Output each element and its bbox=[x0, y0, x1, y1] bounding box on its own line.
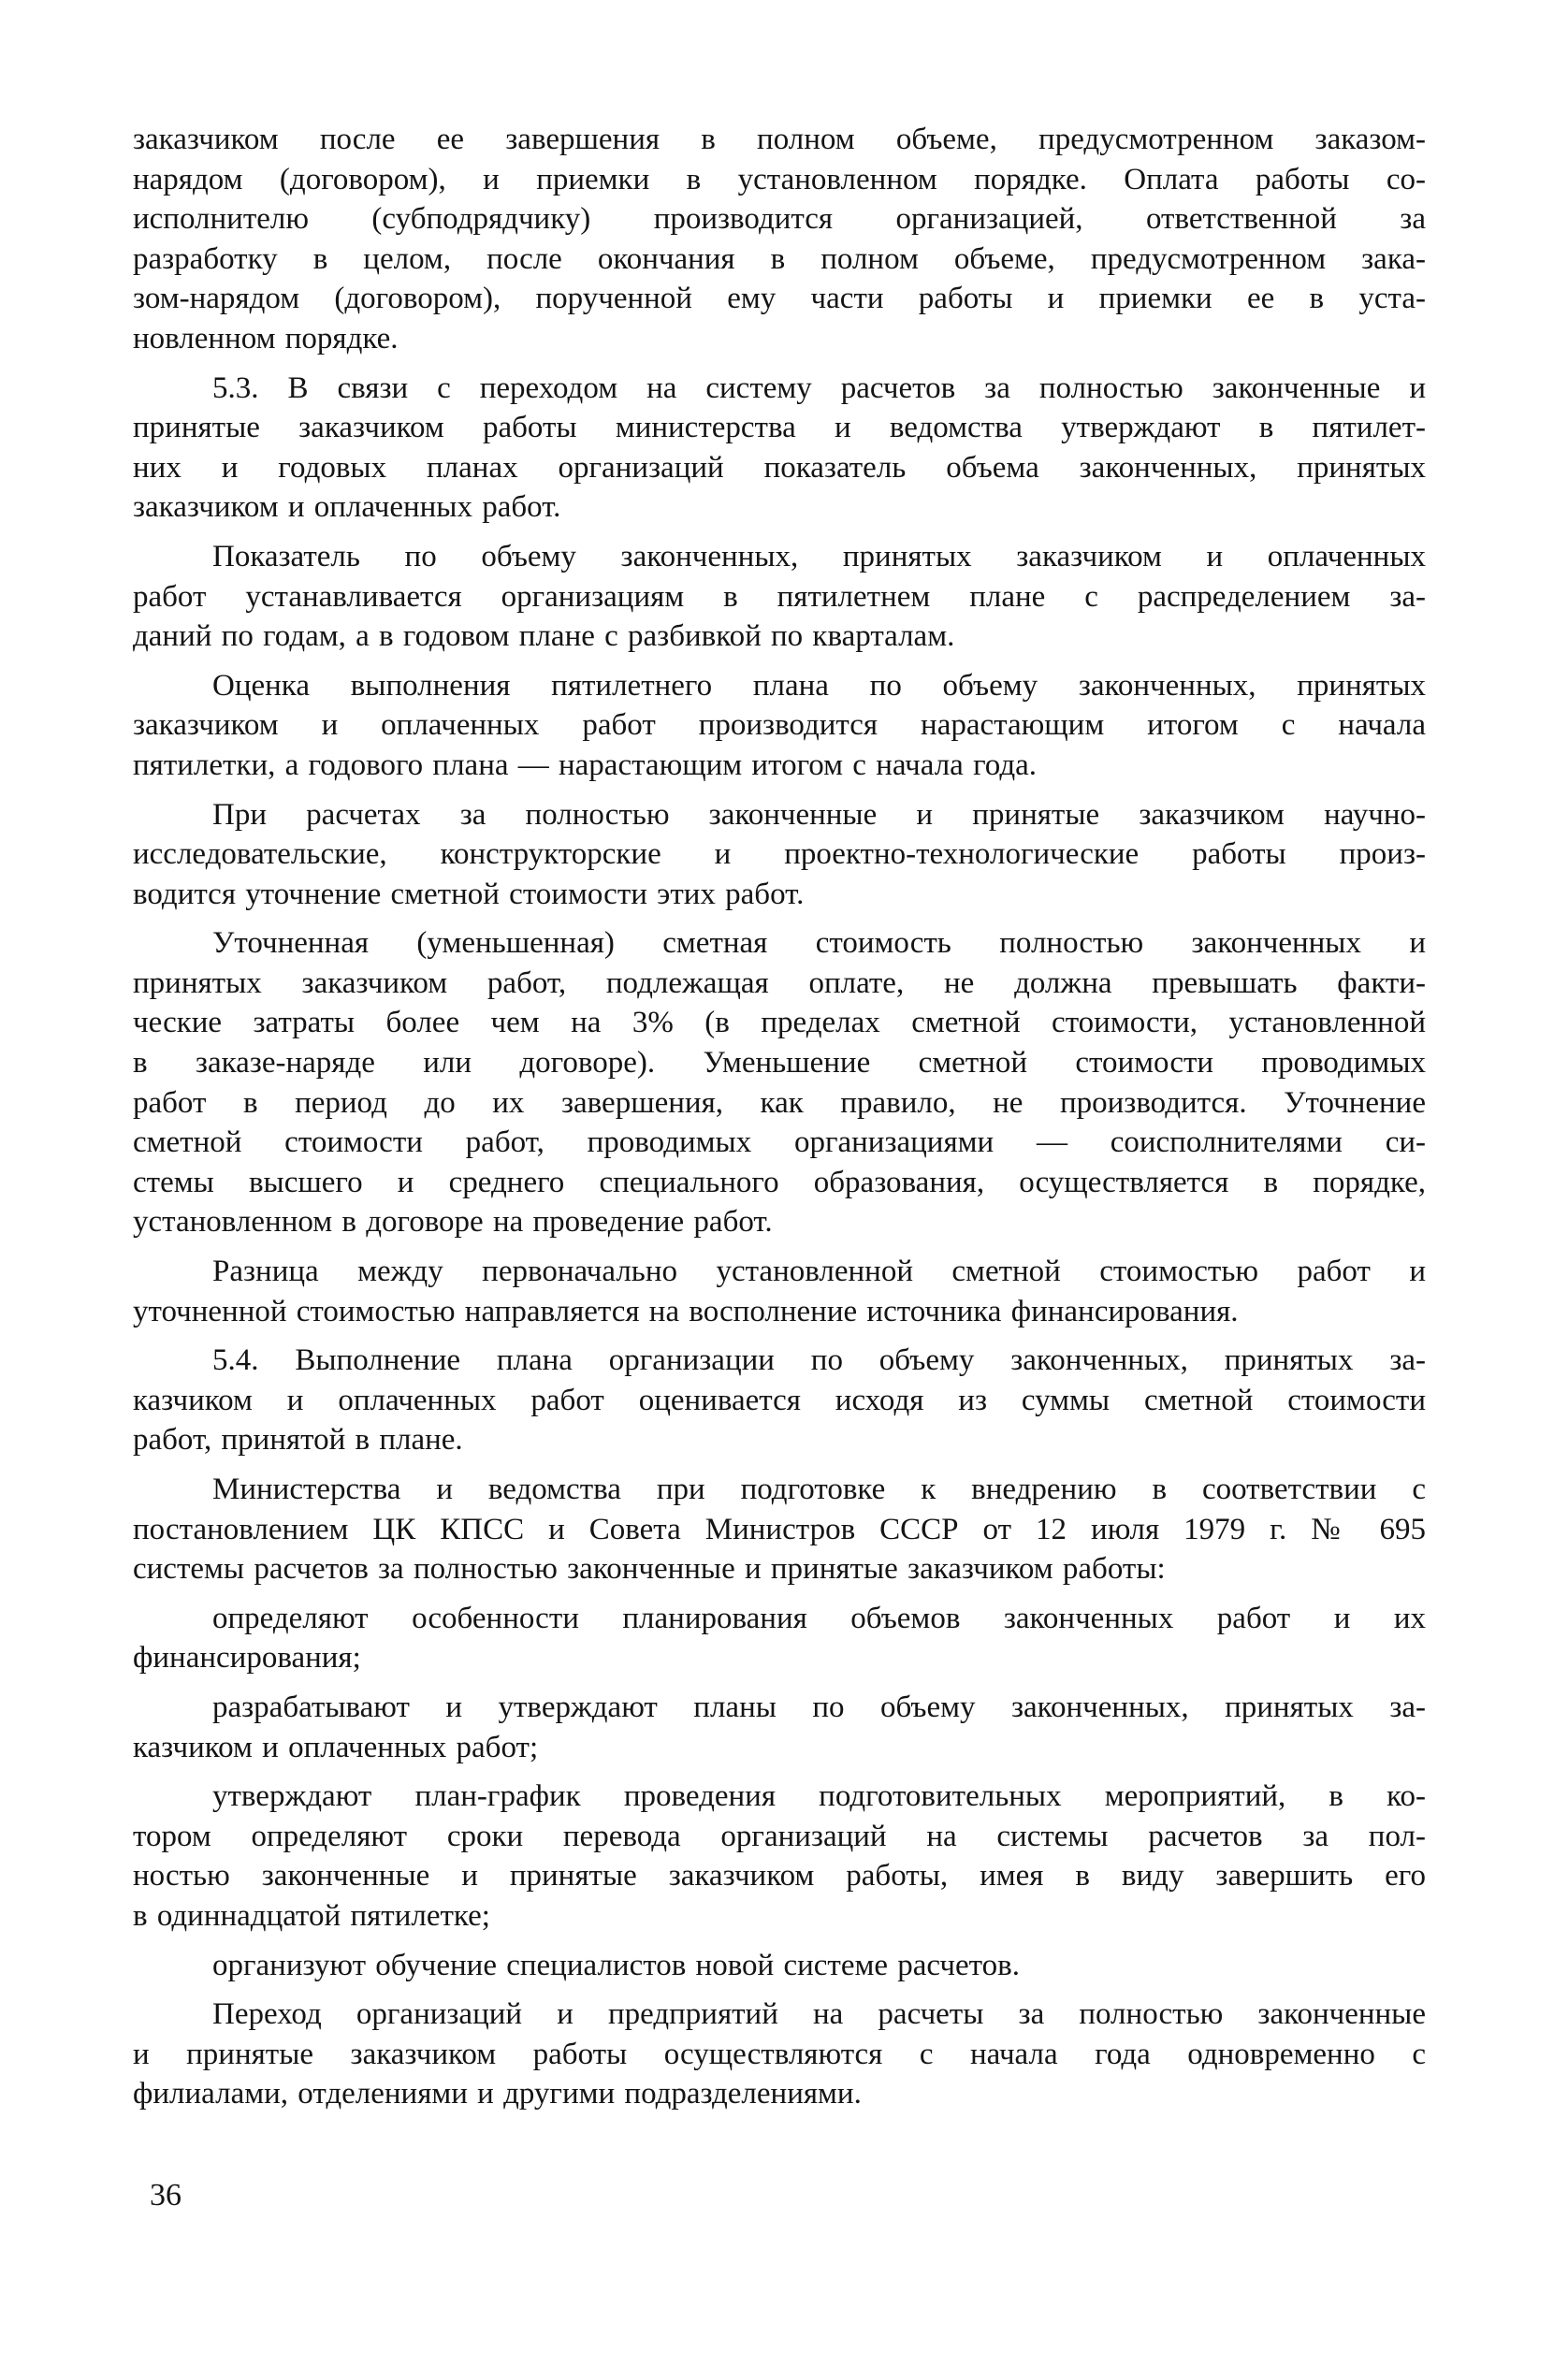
text-line: работ, принятой в плане. bbox=[133, 1423, 463, 1458]
paragraph bbox=[133, 1777, 1426, 1936]
paragraph bbox=[133, 537, 1426, 657]
paragraph bbox=[133, 1470, 1426, 1589]
text-line: заказчиком после ее завершения в полном объеме, предусмотренном заказом- bbox=[133, 123, 1426, 156]
text-line: заказчиком и оплаченных работ. bbox=[133, 490, 561, 525]
text-line: ностью законченные и принятые заказчиком работы, имея в виду завершить его bbox=[133, 1859, 1426, 1893]
text-line: организуют обучение специалистов новой системе расчетов. bbox=[212, 1948, 1020, 1982]
text-line: определяют особенности планирования объемов законченных работ и их bbox=[212, 1601, 1426, 1635]
text-line: заказчиком и оплаченных работ производится нарастающим итогом с начала bbox=[133, 708, 1426, 743]
text-line: принятых заказчиком работ, подлежащая оплате, не должна превышать факти- bbox=[133, 965, 1426, 1000]
text-line: исследовательские, конструкторские и проектно-технологические работы произ- bbox=[133, 837, 1426, 872]
text-line: филиалами, отделениями и другими подразделениями. bbox=[133, 2077, 862, 2111]
paragraph bbox=[133, 1946, 1426, 1986]
text-line: принятые заказчиком работы министерства и ведомства утверждают в пятилет- bbox=[133, 411, 1426, 445]
text-line: стемы высшего и среднего специального образования, осуществляется в порядке, bbox=[133, 1165, 1426, 1199]
text-line: Показатель по объему законченных, принятых заказчиком и оплаченных bbox=[212, 539, 1426, 573]
page-number: 36 bbox=[150, 2178, 181, 2213]
text-line: финансирования; bbox=[133, 1641, 361, 1676]
text-line: тором определяют сроки перевода организаций на системы расчетов за пол- bbox=[133, 1819, 1426, 1853]
paragraph bbox=[133, 1688, 1426, 1767]
text-line: утверждают план-график проведения подготовительных мероприятий, в ко- bbox=[212, 1779, 1426, 1814]
text-line: работ в период до их завершения, как правило, не производится. Уточнение bbox=[133, 1085, 1426, 1120]
text-line: водится уточнение сметной стоимости этих работ. bbox=[133, 877, 805, 911]
text-line: Уточненная (уменьшенная) сметная стоимость полностью законченных и bbox=[212, 926, 1426, 961]
text-line: даний по годам, а в годовом плане с разбивкой по кварталам. bbox=[133, 619, 955, 654]
paragraph bbox=[133, 1341, 1426, 1460]
text-line: Оценка выполнения пятилетнего плана по объему законченных, принятых bbox=[212, 668, 1426, 703]
text-line: зом-нарядом (договором), порученной ему части работы и приемки ее в уста- bbox=[133, 282, 1426, 316]
text-line: нарядом (договором), и приемки в установленном порядке. Оплата работы со- bbox=[133, 162, 1426, 196]
text-line: уточненной стоимостью направляется на восполнение источника финансирования. bbox=[133, 1294, 1239, 1328]
paragraph bbox=[133, 666, 1426, 786]
text-line: 5.4. Выполнение плана организации по объему законченных, принятых за- bbox=[212, 1343, 1426, 1378]
text-line: Министерства и ведомства при подготовке к внедрению в соответствии с bbox=[212, 1473, 1426, 1506]
paragraph bbox=[133, 1995, 1426, 2114]
text-line: 5.3. В связи с переходом на систему расчетов за полностью законченные и bbox=[212, 370, 1426, 405]
text-line: новленном порядке. bbox=[133, 321, 399, 355]
paragraph bbox=[133, 923, 1426, 1242]
paragraph bbox=[133, 1252, 1426, 1331]
text-line: исполнителю (субподрядчику) производится организацией, ответственной за bbox=[133, 202, 1426, 237]
text-line: и принятые заказчиком работы осуществляются с начала года одновременно с bbox=[133, 2037, 1426, 2071]
text-line: разработку в целом, после окончания в полном объеме, предусмотренном зака- bbox=[133, 241, 1426, 276]
text-line: ческие затраты более чем на 3% (в пределах сметной стоимости, установленной bbox=[133, 1006, 1426, 1040]
text-line: них и годовых планах организаций показатель объема законченных, принятых bbox=[133, 450, 1426, 485]
text-line: При расчетах за полностью законченные и принятые заказчиком научно- bbox=[212, 797, 1426, 832]
text-line: Переход организаций и предприятий на расчеты за полностью законченные bbox=[212, 1997, 1426, 2032]
text-line: сметной стоимости работ, проводимых организациями — соисполнителями си- bbox=[133, 1125, 1426, 1160]
page-body bbox=[133, 120, 1426, 2114]
text-line: системы расчетов за полностью законченные и принятые заказчиком работы: bbox=[133, 1552, 1166, 1587]
paragraph bbox=[133, 369, 1426, 528]
paragraph bbox=[133, 120, 1426, 359]
paragraph bbox=[133, 1599, 1426, 1678]
text-line: казчиком и оплаченных работ оценивается исходя из суммы сметной стоимости bbox=[133, 1383, 1426, 1417]
text-line: постановлением ЦК КПСС и Совета Министров СССР от 12 июля 1979 г. № 695 bbox=[133, 1512, 1426, 1546]
text-line: в одиннадцатой пятилетке; bbox=[133, 1898, 490, 1933]
text-line: казчиком и оплаченных работ; bbox=[133, 1730, 539, 1764]
paragraph bbox=[133, 795, 1426, 915]
text-line: работ устанавливается организациям в пятилетнем плане с распределением за- bbox=[133, 579, 1426, 614]
text-line: в заказе-наряде или договоре). Уменьшение сметной стоимости проводимых bbox=[133, 1046, 1426, 1081]
text-line: Разница между первоначально установленной сметной стоимостью работ и bbox=[212, 1255, 1426, 1289]
text-line: разрабатывают и утверждают планы по объему законченных, принятых за- bbox=[212, 1690, 1426, 1724]
text-line: установленном в договоре на проведение работ. bbox=[133, 1205, 773, 1240]
text-line: пятилетки, а годового плана — нарастающим итогом с начала года. bbox=[133, 747, 1038, 782]
